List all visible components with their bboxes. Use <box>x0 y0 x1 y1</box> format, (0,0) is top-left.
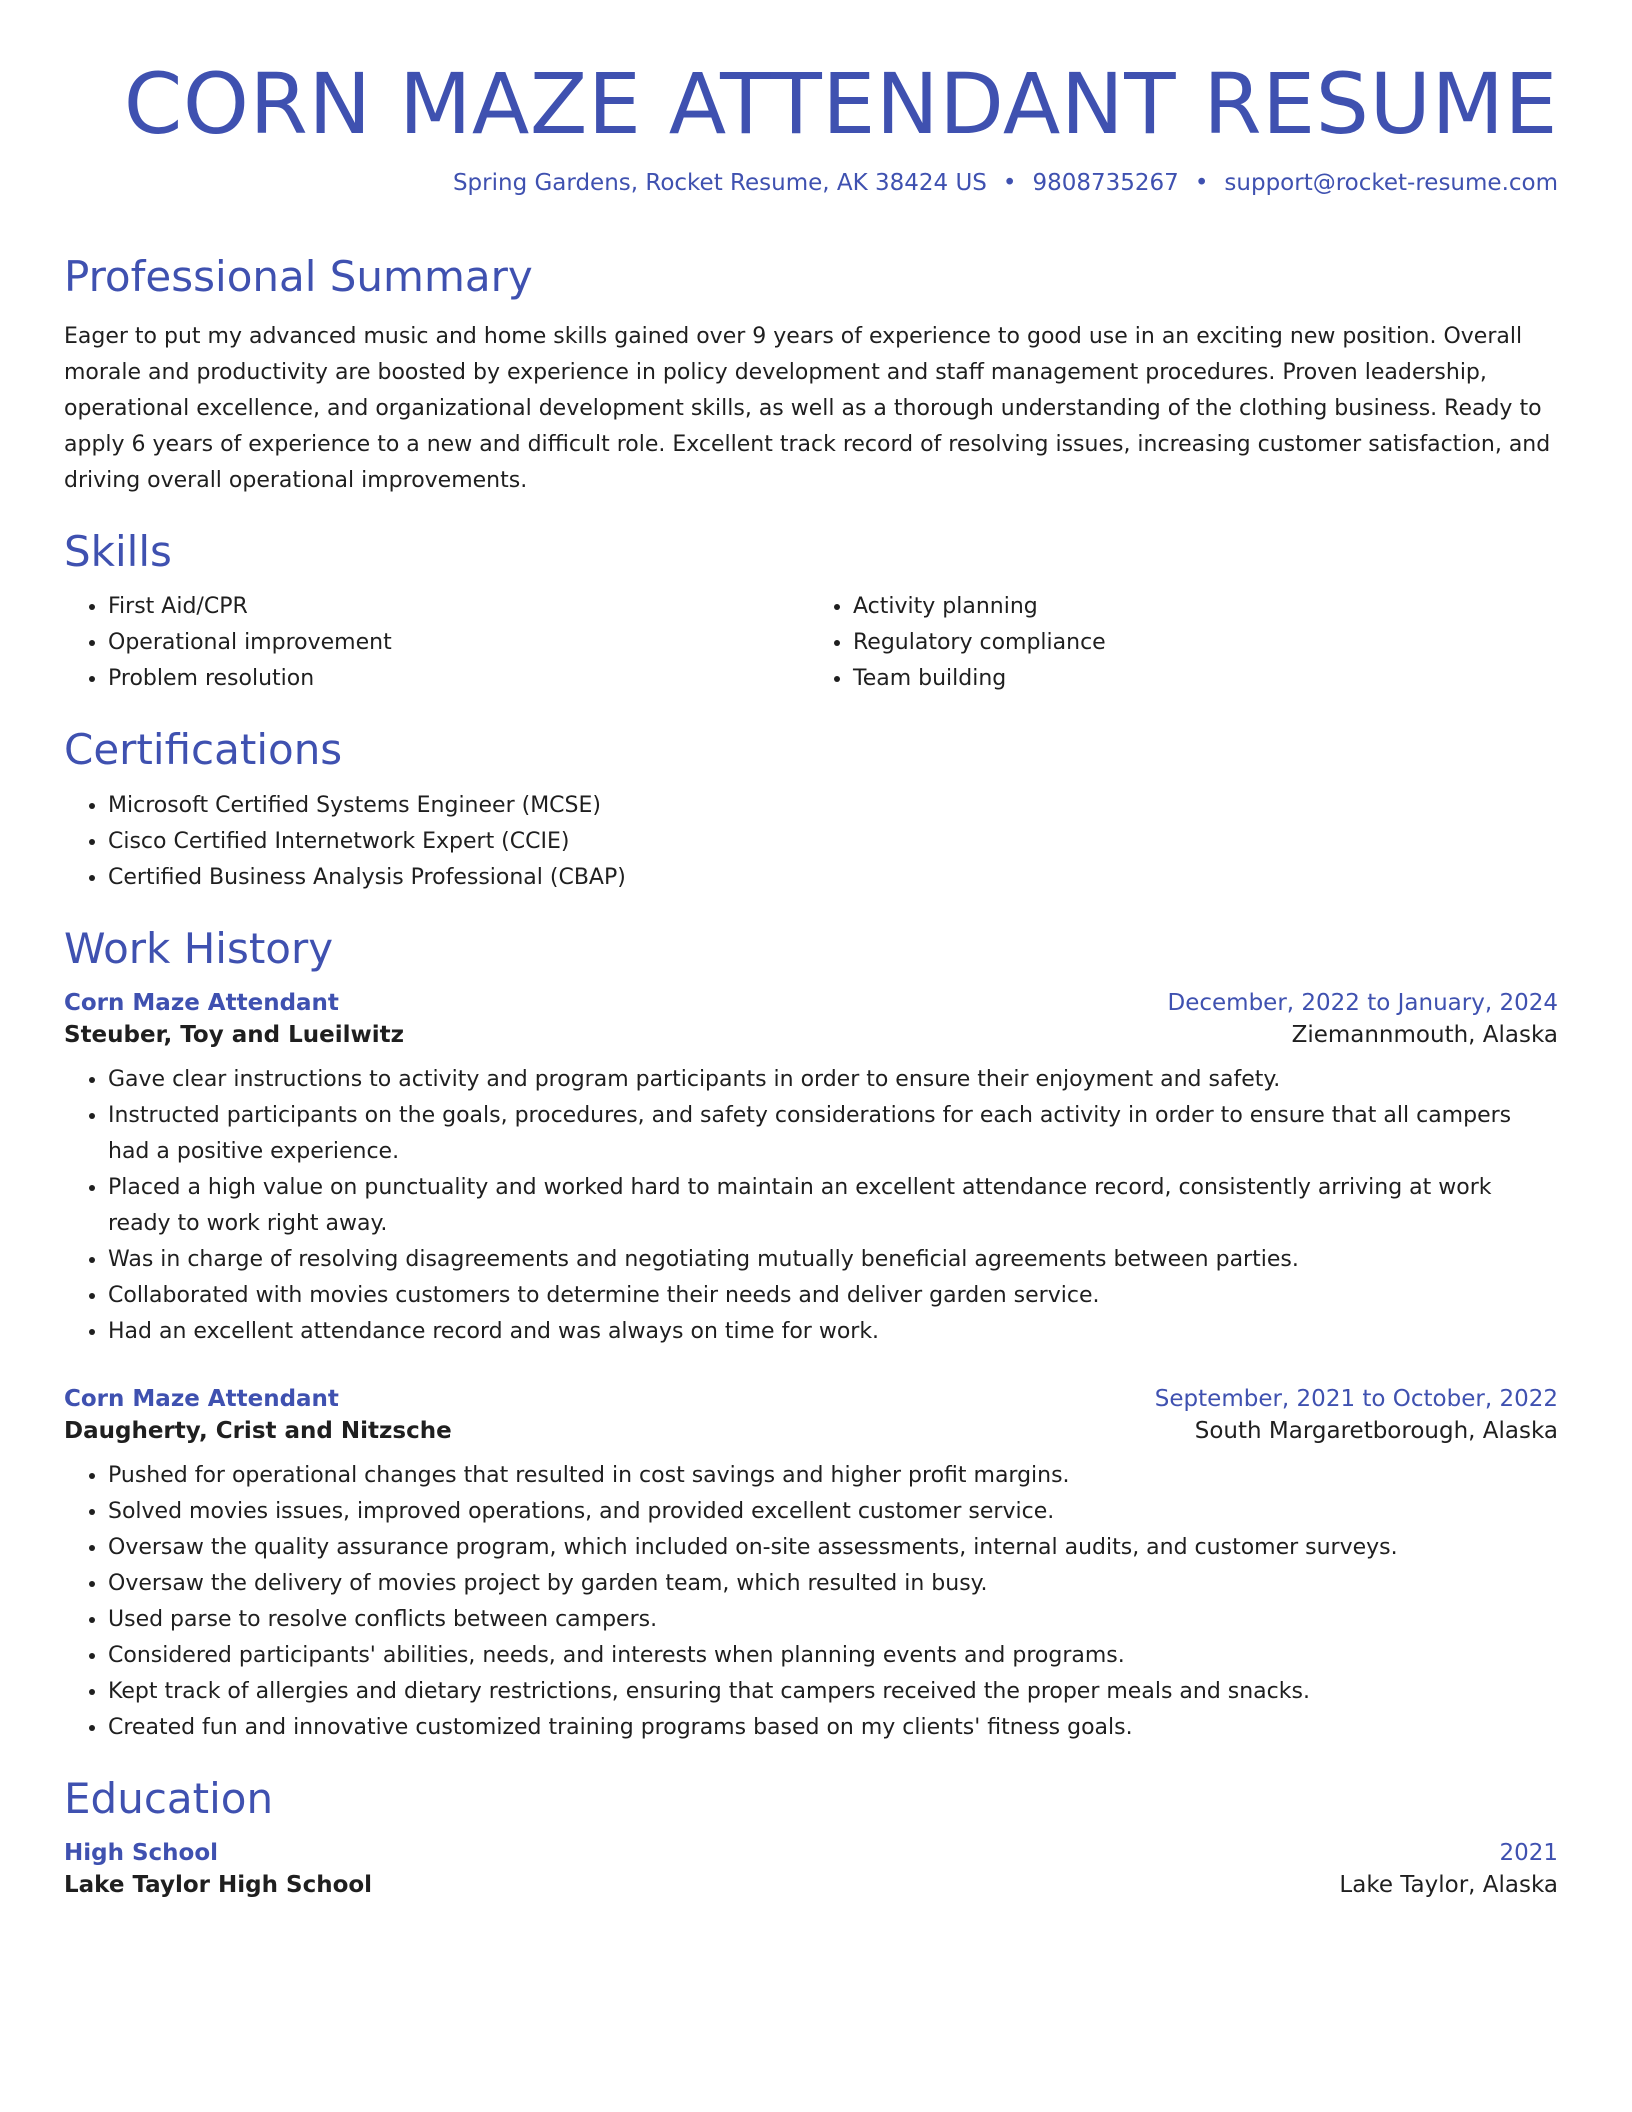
contact-line <box>64 170 1558 196</box>
contact-separator: • <box>1002 170 1017 197</box>
job-title: Corn Maze Attendant <box>64 989 339 1016</box>
job-bullet: • Kept track of allergies and dietary restrictions, ensuring that campers received the proper meals and snacks. <box>108 1674 1558 1710</box>
resume-title: CORN MAZE ATTENDANT RESUME <box>123 55 1558 153</box>
job-subheader <box>64 1418 1558 1444</box>
skills-columns <box>64 589 1558 697</box>
job-header <box>64 1386 1558 1412</box>
job-bullets <box>64 1062 1558 1350</box>
job-bullet: • Placed a high value on punctuality and worked hard to maintain an excellent attendance record, consistently arriving at work ready to work right away. <box>108 1170 1558 1242</box>
job-bullet: • Was in charge of resolving disagreements and negotiating mutually beneficial agreements between parties. <box>108 1242 1558 1278</box>
skill-item: • Operational improvement <box>108 625 811 661</box>
summary-heading: Professional Summary <box>64 252 533 302</box>
job-subheader <box>64 1022 1558 1048</box>
education-subheader <box>64 1872 1558 1898</box>
job-entry <box>64 990 1558 1350</box>
job-location: South Margaretborough, Alaska <box>1194 1417 1558 1444</box>
education-header <box>64 1840 1558 1866</box>
work-history-section <box>64 924 1558 1746</box>
job-bullet: • Created fun and innovative customized training programs based on my clients' fitness goals. <box>108 1710 1558 1746</box>
certifications-section <box>64 725 1558 895</box>
skill-item: • Problem resolution <box>108 661 811 697</box>
job-header <box>64 990 1558 1016</box>
skill-item: • Activity planning <box>853 589 1558 625</box>
job-bullet: • Collaborated with movies customers to determine their needs and deliver garden service. <box>108 1278 1558 1314</box>
job-bullet: • Oversaw the delivery of movies project by garden team, which resulted in busy. <box>108 1566 1558 1602</box>
job-entry <box>64 1386 1558 1746</box>
skill-item: • Team building <box>853 661 1558 697</box>
job-bullet: • Pushed for operational changes that resulted in cost savings and higher profit margins. <box>108 1458 1558 1494</box>
job-bullets <box>64 1458 1558 1746</box>
skills-list-left <box>64 589 811 697</box>
skills-heading: Skills <box>64 526 172 576</box>
education-degree: High School <box>64 1840 219 1867</box>
job-bullet: • Solved movies issues, improved operations, and provided excellent customer service. <box>108 1494 1558 1530</box>
education-school: Lake Taylor High School <box>64 1872 373 1899</box>
contact-address: Spring Gardens, Rocket Resume, AK 38424 US <box>452 170 987 197</box>
work-history-heading: Work History <box>64 923 334 973</box>
certifications-heading: Certifications <box>64 725 343 775</box>
certifications-list <box>64 788 1558 896</box>
skill-item: • First Aid/CPR <box>108 589 811 625</box>
job-bullet: • Considered participants' abilities, needs, and interests when planning events and programs. <box>108 1638 1558 1674</box>
education-location: Lake Taylor, Alaska <box>1339 1872 1558 1899</box>
skills-section <box>64 527 1558 697</box>
certification-item: • Microsoft Certified Systems Engineer (MCSE) <box>108 788 1558 824</box>
contact-separator: • <box>1194 170 1209 197</box>
skills-list-right <box>811 589 1558 697</box>
job-employer: Daugherty, Crist and Nitzsche <box>64 1417 452 1444</box>
job-bullet: • Had an excellent attendance record and was always on time for work. <box>108 1314 1558 1350</box>
skill-item: • Regulatory compliance <box>853 625 1558 661</box>
education-section <box>64 1774 1558 1898</box>
resume-page <box>64 0 1558 1898</box>
job-bullet: • Gave clear instructions to activity and program participants in order to ensure their enjoyment and safety. <box>108 1062 1558 1098</box>
job-dates: September, 2021 to October, 2022 <box>1154 1385 1558 1412</box>
certification-item: • Cisco Certified Internetwork Expert (CCIE) <box>108 824 1558 860</box>
education-entry <box>64 1840 1558 1898</box>
job-bullet: • Oversaw the quality assurance program, which included on-site assessments, internal audits, and customer surveys. <box>108 1530 1558 1566</box>
education-year: 2021 <box>1499 1840 1558 1867</box>
certification-item: • Certified Business Analysis Professional (CBAP) <box>108 860 1558 896</box>
job-bullet: • Used parse to resolve conflicts between campers. <box>108 1602 1558 1638</box>
job-location: Ziemannmouth, Alaska <box>1291 1021 1558 1048</box>
education-heading: Education <box>64 1773 274 1823</box>
summary-text: Eager to put my advanced music and home skills gained over 9 years of experience to good use in an exciting new position. Overall morale and productivity are boosted by experience in policy development and staff management procedures. Proven leadership, operational excellence, and organizational development skills, as well as a thorough understanding of the clothing business. Ready to apply 6 years of experience to a new and difficult role. Excellent track record of resolving issues, increasing customer satisfaction, and driving overall operational improvements. <box>64 323 1551 493</box>
job-bullet: • Instructed participants on the goals, procedures, and safety considerations for each activity in order to ensure that all campers had a positive experience. <box>108 1098 1558 1170</box>
job-dates: December, 2022 to January, 2024 <box>1167 989 1558 1016</box>
contact-email: support@rocket-resume.com <box>1224 170 1558 197</box>
job-employer: Steuber, Toy and Lueilwitz <box>64 1021 405 1048</box>
summary-section <box>64 252 1558 498</box>
contact-phone: 9808735267 <box>1032 170 1179 197</box>
job-title: Corn Maze Attendant <box>64 1385 339 1412</box>
